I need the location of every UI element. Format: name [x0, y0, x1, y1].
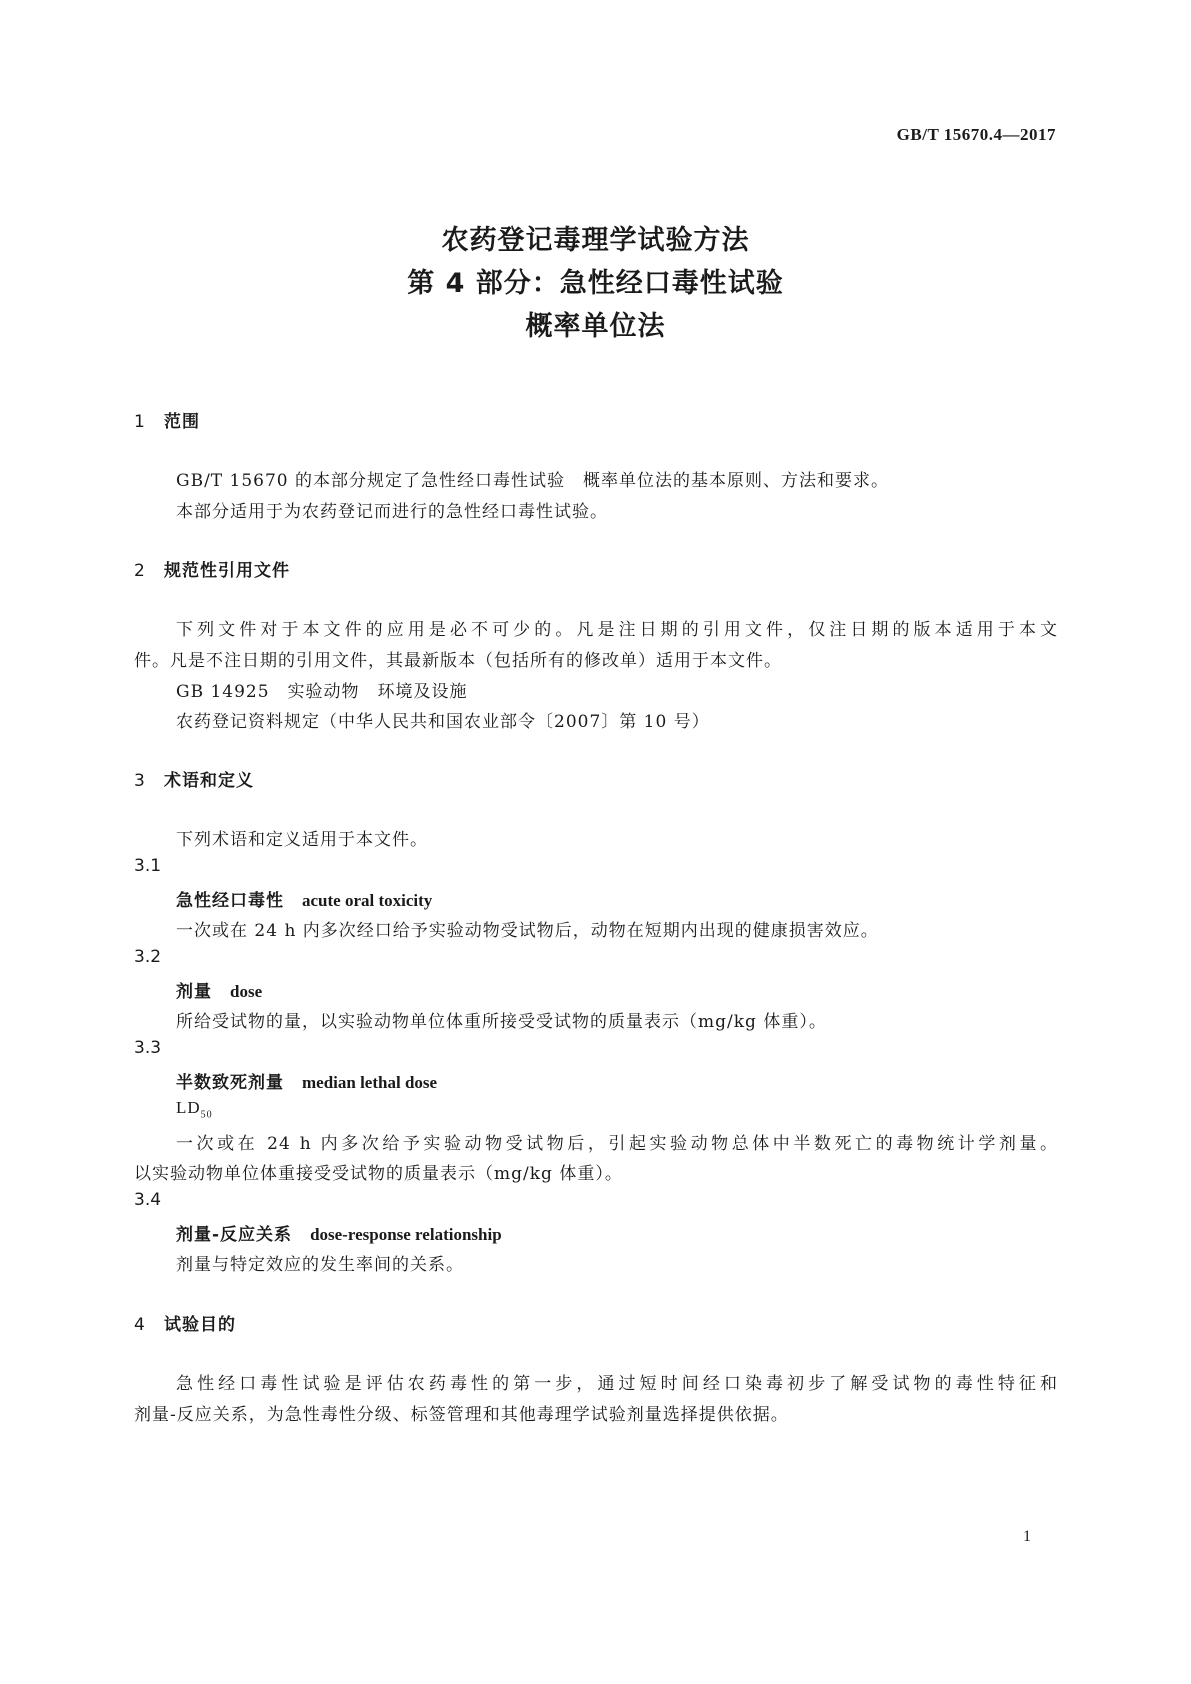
section-3-heading	[134, 766, 254, 791]
term-number: 3.4	[134, 1190, 162, 1210]
paragraph: 本部分适用于为农药登记而进行的急性经口毒性试验。	[176, 502, 608, 522]
section-1-heading	[134, 407, 200, 432]
term-definition: 剂量与特定效应的发生率间的关系。	[176, 1255, 464, 1275]
reference-item: 农药登记资料规定（中华人民共和国农业部令〔2007〕第 10 号）	[176, 712, 710, 732]
section-title: 术语和定义	[164, 771, 254, 791]
term-en: acute oral toxicity	[302, 891, 433, 910]
term-heading	[176, 886, 432, 911]
term-symbol	[176, 1098, 213, 1120]
term-heading	[176, 977, 262, 1002]
section-number: 3	[134, 771, 146, 791]
section-title: 范围	[164, 412, 200, 432]
paragraph: GB/T 15670 的本部分规定了急性经口毒性试验 概率单位法的基本原则、方法和要求。	[176, 471, 890, 491]
term-zh: 急性经口毒性	[176, 891, 284, 911]
title-line-3: 概率单位法	[525, 311, 666, 342]
paragraph-line: 件。凡是不注日期的引用文件，其最新版本（包括所有的修改单）适用于本文件。	[134, 651, 782, 671]
section-number: 1	[134, 412, 146, 432]
term-definition: 一次或在 24 h 内多次经口给予实验动物受试物后，动物在短期内出现的健康损害效应。	[176, 921, 879, 941]
term-zh: 剂量-反应关系	[176, 1225, 293, 1245]
standard-number: GB/T 15670.4—2017	[896, 125, 1056, 144]
title-line-1: 农药登记毒理学试验方法	[441, 225, 750, 256]
paragraph-line: 下列文件对于本文件的应用是必不可少的。凡是注日期的引用文件，仅注日期的版本适用于本文	[176, 620, 1058, 640]
symbol-base: LD	[176, 1098, 201, 1117]
page-number: 1	[1023, 1528, 1031, 1545]
section-title: 规范性引用文件	[164, 561, 290, 581]
reference-item: GB 14925 实验动物 环境及设施	[176, 682, 468, 702]
symbol-subscript: 50	[200, 1109, 213, 1121]
term-zh: 剂量	[176, 982, 212, 1002]
term-number: 3.3	[134, 1038, 162, 1058]
term-zh: 半数致死剂量	[176, 1073, 284, 1093]
term-number: 3.1	[134, 856, 162, 876]
term-definition-line: 一次或在 24 h 内多次给予实验动物受试物后，引起实验动物总体中半数死亡的毒物统计学剂量。	[176, 1134, 1058, 1154]
term-heading	[176, 1220, 502, 1245]
section-number: 2	[134, 561, 146, 581]
section-4-heading	[134, 1310, 236, 1335]
term-en: median lethal dose	[302, 1073, 438, 1092]
term-number: 3.2	[134, 947, 162, 967]
term-heading	[176, 1068, 437, 1093]
section-number: 4	[134, 1315, 146, 1335]
term-definition: 所给受试物的量，以实验动物单位体重所接受受试物的质量表示（mg/kg 体重）。	[176, 1012, 827, 1032]
section-2-heading	[134, 556, 290, 581]
paragraph-line: 急性经口毒性试验是评估农药毒性的第一步，通过短时间经口染毒初步了解受试物的毒性特征和	[176, 1374, 1058, 1394]
term-definition-line: 以实验动物单位体重接受受试物的质量表示（mg/kg 体重）。	[134, 1164, 623, 1184]
title-line-2: 第 4 部分：急性经口毒性试验	[407, 268, 784, 299]
paragraph-line: 剂量-反应关系，为急性毒性分级、标签管理和其他毒理学试验剂量选择提供依据。	[134, 1405, 789, 1425]
term-en: dose	[230, 982, 263, 1001]
term-en: dose-response relationship	[310, 1225, 502, 1244]
section-title: 试验目的	[164, 1315, 236, 1335]
paragraph: 下列术语和定义适用于本文件。	[176, 830, 428, 850]
